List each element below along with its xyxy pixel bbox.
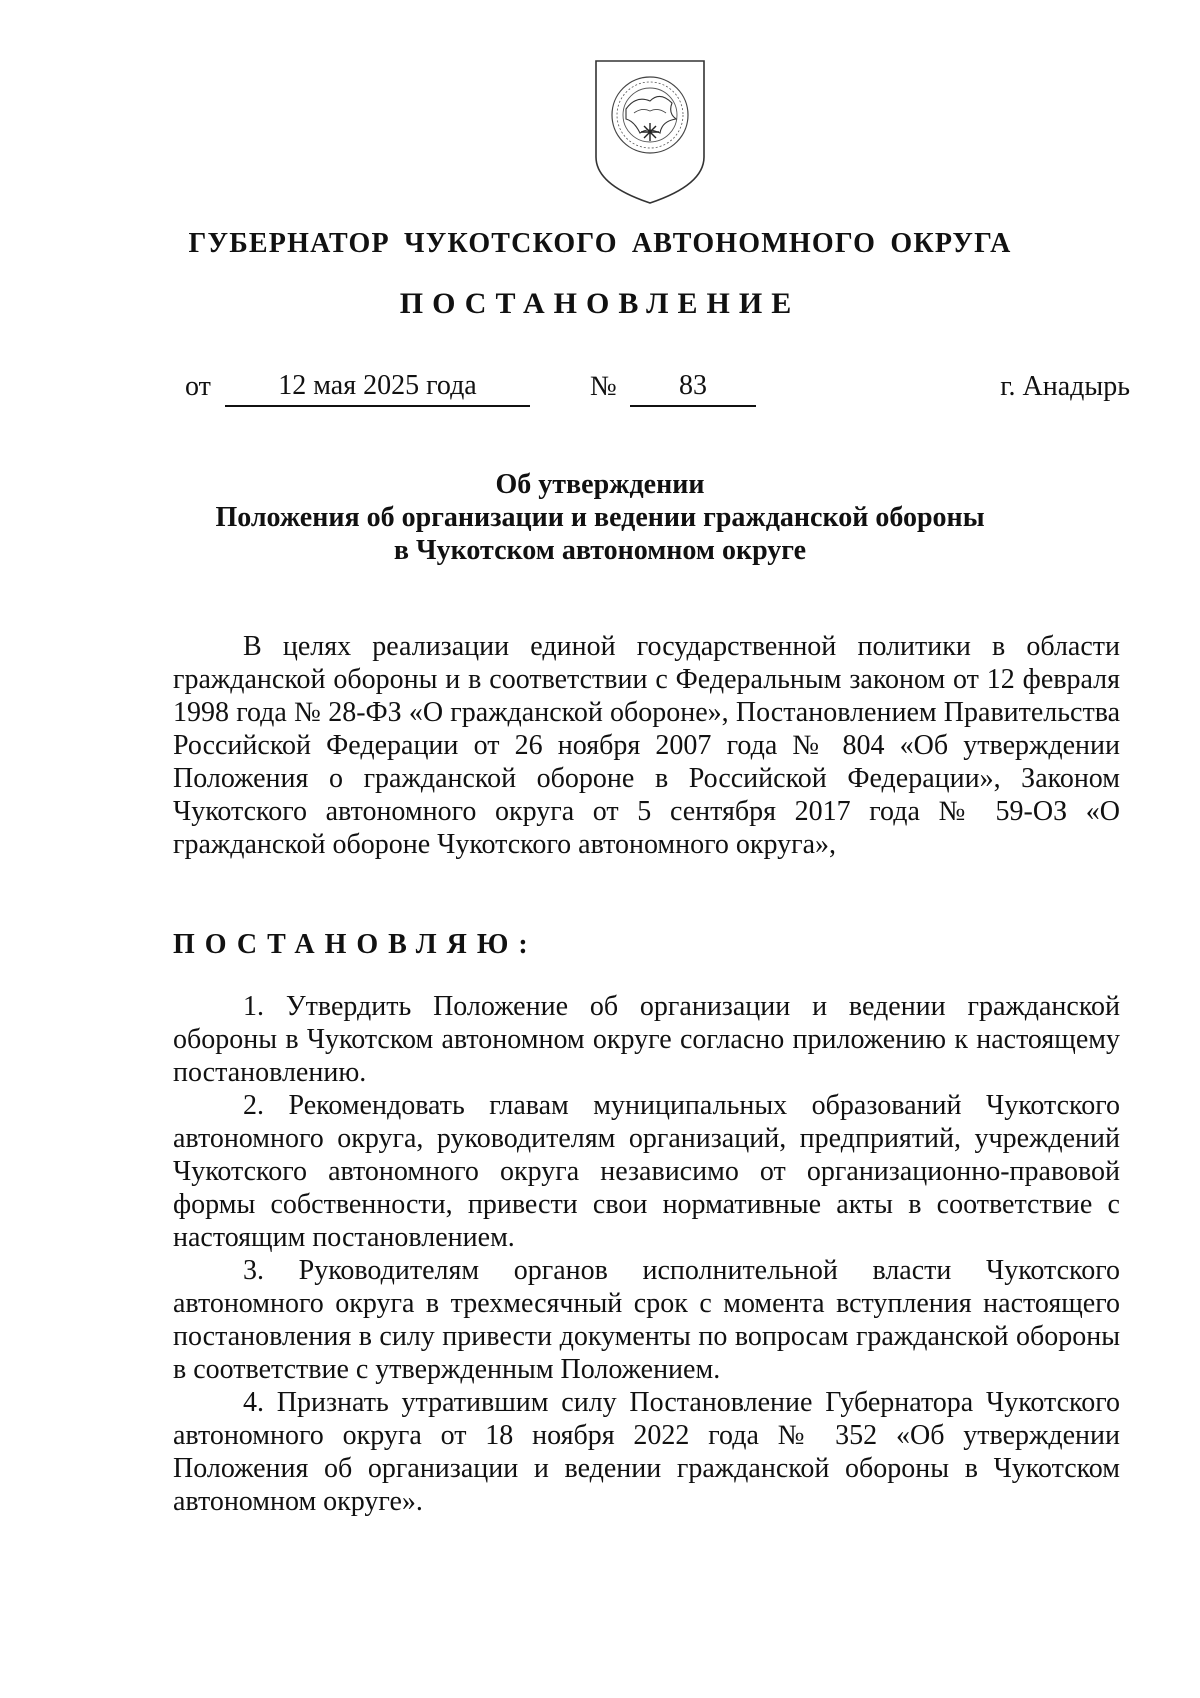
document-city: г. Анадырь — [1000, 371, 1130, 402]
decree-item: 3. Руководителям органов исполнительной власти Чукотского автономного округа в трехмесячный срок с момента вступления настоящего постановления в силу привести документы по вопросам гражданской обороны в соответствие с утвержденным Положением. — [173, 1255, 1120, 1385]
issuing-authority: ГУБЕРНАТОР ЧУКОТСКОГО АВТОНОМНОГО ОКРУГА — [188, 228, 1012, 259]
document-date: 12 мая 2025 года — [225, 371, 530, 407]
title-line: Об утверждении — [495, 469, 705, 500]
document-meta — [0, 365, 1200, 409]
title-line: Положения об организации и ведении гражданской обороны — [215, 502, 985, 533]
document-type: ПОСТАНОВЛЕНИЕ — [399, 287, 801, 320]
decree-item: 1. Утвердить Положение об организации и ведении гражданской обороны в Чукотском автономном округе согласно приложению к настоящему постановлению. — [173, 991, 1120, 1088]
decree-item: 2. Рекомендовать главам муниципальных образований Чукотского автономного округа, руководителям организаций, предприятий, учреждений Чукотского автономного округа независимо от организационно-правовой формы собственности, привести свои нормативные акты в соответствие с настоящим постановлением. — [173, 1090, 1120, 1253]
decree-item: 4. Признать утратившим силу Постановление Губернатора Чукотского автономного округа от 18 ноября 2022 года № 352 «Об утверждении Положения об организации и ведении гражданской обороны в Чукотском автономном округе». — [173, 1387, 1120, 1517]
date-label: от — [185, 371, 211, 402]
document-number: 83 — [630, 371, 756, 407]
decree-word: ПОСТАНОВЛЯЮ: — [173, 929, 538, 960]
preamble-text: В целях реализации единой государственной политики в области гражданской обороны и в соответствии с Федеральным законом от 12 февраля 1998 года № 28-ФЗ «О гражданской обороне», Постановлением Правительства Российской Федерации от 26 ноября 2007 года № 804 «Об утверждении Положения о гражданской обороне в Российской Федерации», Законом Чукотского автономного округа от 5 сентября 2017 года № 59-ОЗ «О гражданской обороне Чукотского автономного округа», — [173, 631, 1120, 860]
decree-items — [173, 990, 1120, 1518]
preamble — [173, 630, 1120, 861]
document-title — [0, 468, 1200, 567]
title-line: в Чукотском автономном округе — [393, 535, 807, 566]
coat-of-arms-icon — [590, 57, 710, 207]
number-label: № — [590, 371, 617, 402]
